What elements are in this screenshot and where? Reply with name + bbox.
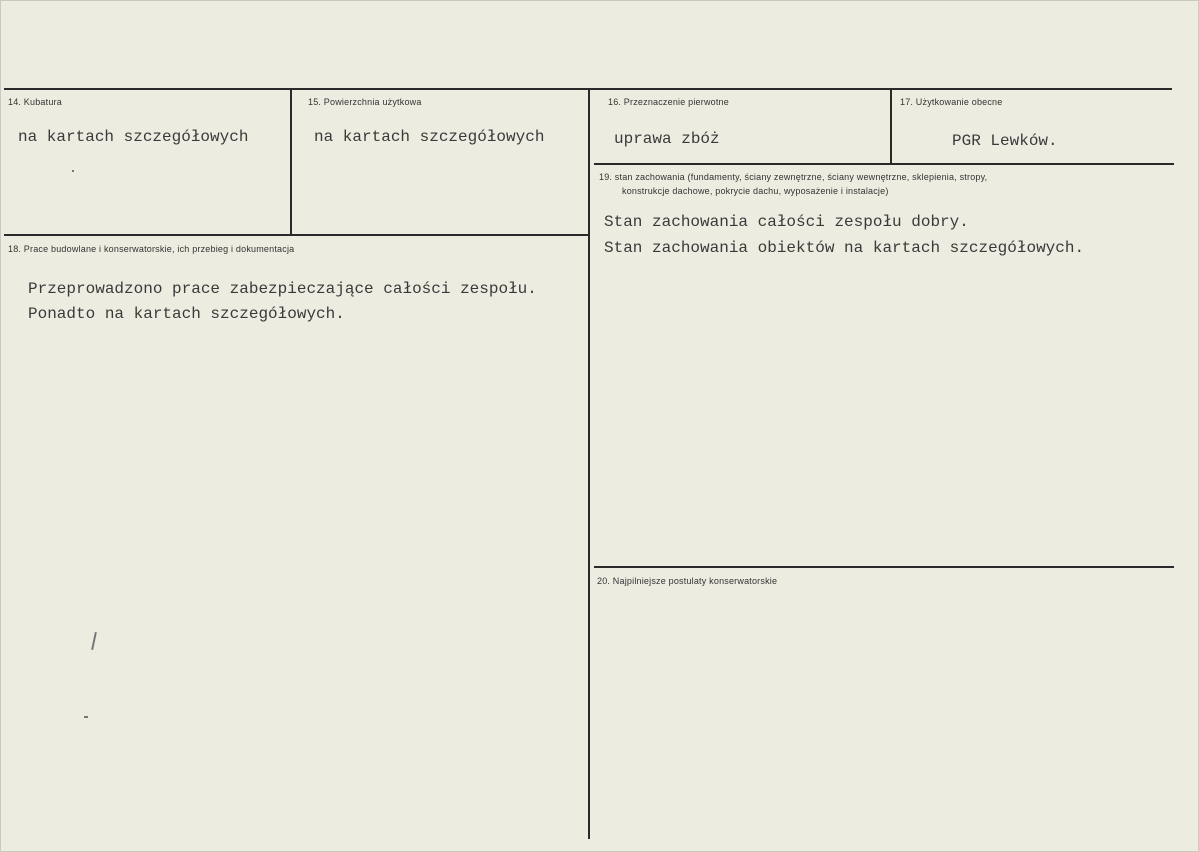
field-14-value: na kartach szczegółowych [18, 128, 249, 146]
field-17-label: 17. Użytkowanie obecne [900, 97, 1003, 107]
field-17-value: PGR Lewków. [952, 132, 1058, 150]
field-15-value: na kartach szczegółowych [314, 128, 545, 146]
field-14-label: 14. Kubatura [8, 97, 62, 107]
field-16-value: uprawa zbóż [614, 130, 720, 148]
rule-under-19 [594, 566, 1174, 568]
field-18-line-1: Przeprowadzono prace zabezpieczające całości zespołu. [28, 280, 537, 298]
divider-14-15 [290, 89, 292, 235]
field-19-line-1: Stan zachowania całości zespołu dobry. [604, 213, 969, 231]
stray-mark [72, 170, 74, 172]
field-18-label: 18. Prace budowlane i konserwatorskie, ich przebieg i dokumentacja [8, 244, 295, 254]
stray-mark [84, 716, 88, 718]
field-19-line-2: Stan zachowania obiektów na kartach szczegółowych. [604, 239, 1085, 257]
stray-mark [91, 632, 97, 650]
field-19-label-line-1: 19. stan zachowania (fundamenty, ściany zewnętrzne, ściany wewnętrzne, sklepienia, stropy, [599, 172, 988, 182]
field-15-label: 15. Powierzchnia użytkowa [308, 97, 422, 107]
rule-under-14-15 [4, 234, 590, 236]
field-20-label: 20. Najpilniejsze postulaty konserwatorskie [597, 576, 778, 586]
rule-under-16-17 [594, 163, 1174, 165]
divider-16-17 [890, 89, 892, 164]
divider-main [588, 89, 590, 839]
field-19-label-line-2: konstrukcje dachowe, pokrycie dachu, wyposażenie i instalacje) [622, 186, 889, 196]
field-16-label: 16. Przeznaczenie pierwotne [608, 97, 729, 107]
field-18-line-2: Ponadto na kartach szczegółowych. [28, 305, 345, 323]
